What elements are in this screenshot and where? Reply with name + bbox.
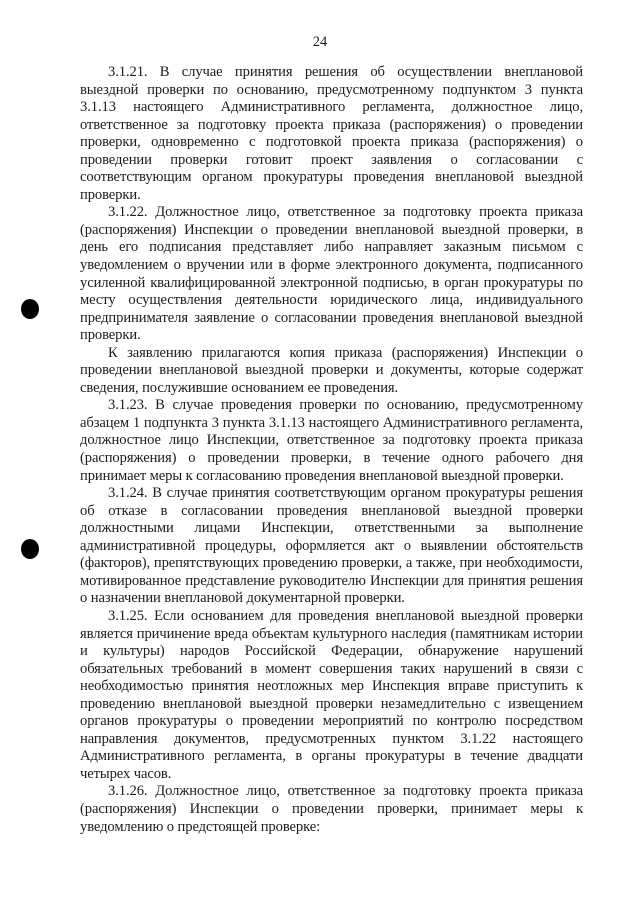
paragraph-3-1-25: 3.1.25. Если основанием для проведения внеплановой выездной проверки является причинение вреда объектам культурного наследия (памятникам истории и культуры) народов Российской Федерации, обнаружение нарушений обязательных требований в момент совершения таких нарушений в связи с необходимостью принятия неотложных мер Инспекция вправе приступить к проведению внеплановой выездной проверки незамедлительно с извещением органов прокуратуры о проведении мероприятий по контролю посредством направления документов, предусмотренных пунктом 3.1.22 настоящего Административного регламента, в органы прокуратуры в течение двадцати четырех часов. [80, 607, 583, 782]
paragraph-3-1-21: 3.1.21. В случае принятия решения об осуществлении внеплановой выездной проверки по основанию, предусмотренному подпунктом 3 пункта 3.1.13 настоящего Административного регламента, должностное лицо, ответственное за подготовку проекта приказа (распоряжения) о проведении проверки, одновременно с подготовкой проекта приказа (распоряжения) о проведении проверки готовит проект заявления о согласовании с соответствующим органом прокуратуры проведения внеплановой выездной проверки. [80, 64, 583, 203]
hole-punch-mark [21, 299, 39, 319]
paragraph-3-1-26: 3.1.26. Должностное лицо, ответственное за подготовку проекта приказа (распоряжения) Инспекции о проведении проверки, принимает меры к уведомлению о предстоящей проверке: [80, 783, 583, 835]
paragraph-3-1-22: 3.1.22. Должностное лицо, ответственное за подготовку проекта приказа (распоряжения) Инспекции о проведении внеплановой выездной проверки, в день его подписания представляет либо направляет заказным письмом с уведомлением о вручении или в форме электронного документа, подписанного усиленной квалифицированной электронной подписью, в орган прокуратуры по месту осуществления деятельности юридического лица, индивидуального предпринимателя заявление о согласовании проведения внеплановой выездной проверки. [80, 204, 583, 344]
paragraph-3-1-23: 3.1.23. В случае проведения проверки по основанию, предусмотренному абзацем 1 подпункта 3 пункта 3.1.13 настоящего Административного регламента, должностное лицо Инспекции, ответственное за подготовку проекта приказа (распоряжения) о проведении проверки, в течение одного рабочего дня принимает меры к согласованию проведения внеплановой выездной проверки. [80, 397, 583, 484]
hole-punch-mark [21, 539, 39, 559]
paragraph-3-1-24: 3.1.24. В случае принятия соответствующим органом прокуратуры решения об отказе в согласовании проведения внеплановой выездной проверки должностными лицами Инспекции, ответственными за выполнение административной процедуры, оформляется акт о выявлении обстоятельств (факторов), препятствующих проведению проверки, а также, при необходимости, мотивированное представление руководителю Инспекции для принятия решения о назначении внеплановой документарной проверки. [80, 485, 583, 607]
paragraph-attachment: К заявлению прилагаются копия приказа (распоряжения) Инспекции о проведении внеплановой выездной проверки и документы, которые содержат сведения, послужившие основанием ее проведения. [80, 344, 583, 396]
page-number: 24 [312, 34, 328, 50]
document-body [80, 64, 583, 836]
